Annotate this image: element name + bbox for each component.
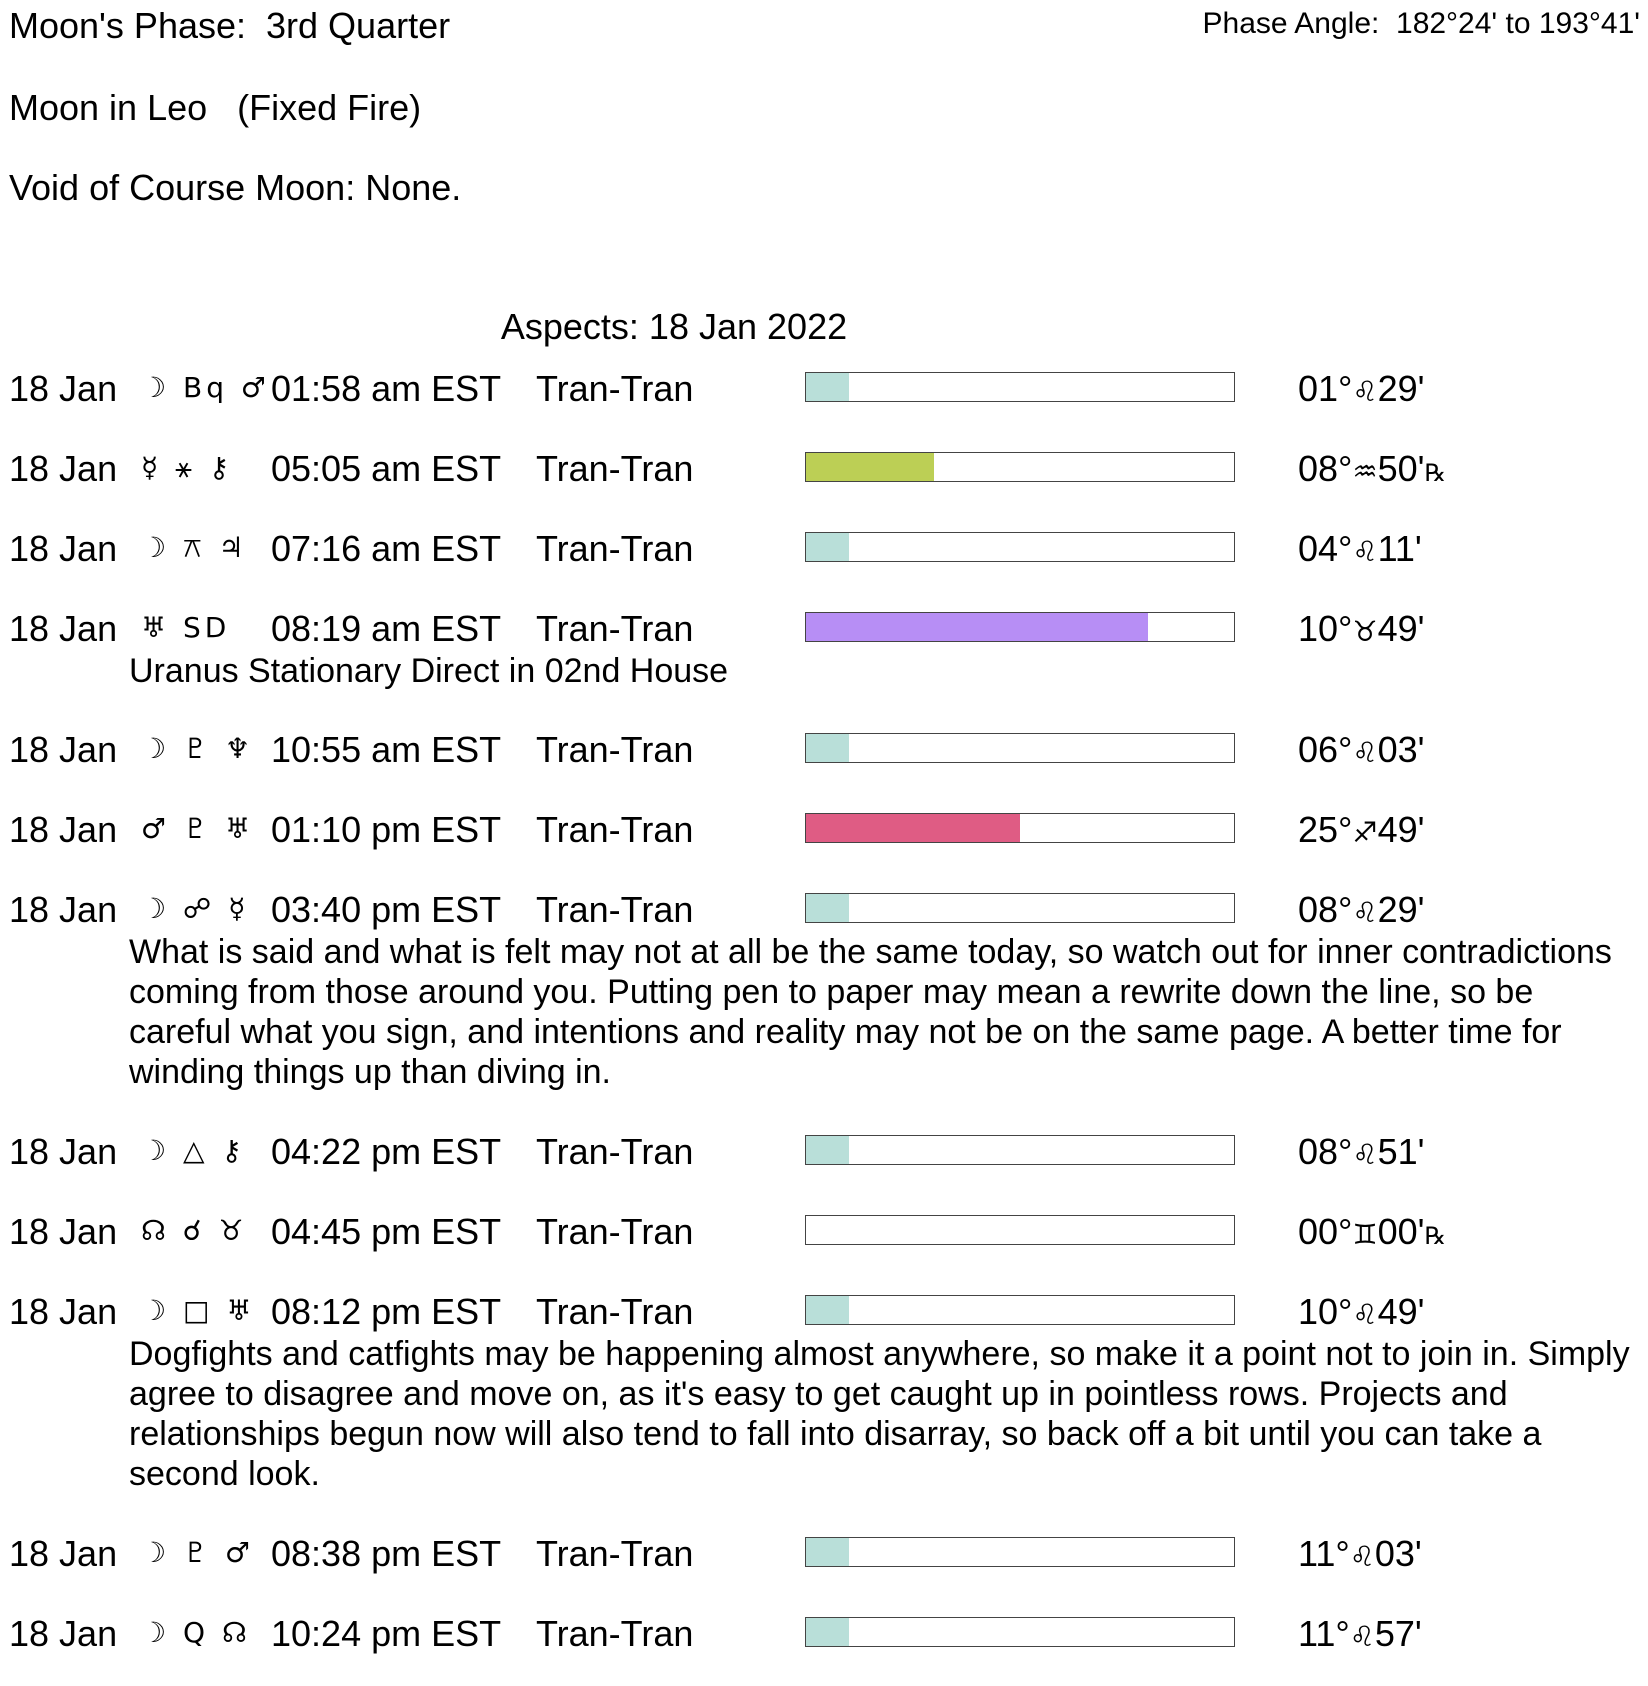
strength-bar-fill	[806, 894, 849, 922]
aspect-row	[0, 528, 1648, 591]
position-degree: 06°	[1298, 729, 1353, 770]
strength-bar-fill	[806, 734, 849, 762]
strength-bar	[805, 813, 1235, 843]
aspect-time: 01:58 am EST	[271, 368, 502, 409]
aspect-type: Tran-Tran	[536, 729, 694, 770]
aspect-row	[0, 448, 1648, 511]
position-degree: 11°	[1298, 1533, 1350, 1574]
strength-bar	[805, 733, 1235, 763]
aspect-glyphs: ♅ SD	[141, 611, 231, 644]
strength-bar	[805, 1537, 1235, 1567]
zodiac-sign-icon: ♌	[1352, 736, 1378, 769]
position-degree: 00°	[1298, 1211, 1353, 1252]
aspect-position	[1298, 528, 1422, 569]
aspect-row	[0, 1533, 1648, 1596]
position-minute: 51'	[1377, 1131, 1425, 1172]
aspect-glyphs: ♂ ♇ ♅	[141, 812, 255, 845]
aspect-row	[0, 1211, 1648, 1274]
zodiac-sign-icon: ♌	[1352, 1298, 1378, 1331]
void-of-course: Void of Course Moon: None.	[9, 167, 462, 208]
retrograde-icon: ℞	[1424, 459, 1446, 487]
aspect-date: 18 Jan	[9, 1291, 118, 1332]
aspect-position	[1298, 1613, 1422, 1654]
aspect-type: Tran-Tran	[536, 1533, 694, 1574]
aspect-time: 08:19 am EST	[271, 608, 502, 649]
position-degree: 25°	[1298, 809, 1353, 850]
aspect-time: 05:05 am EST	[271, 448, 502, 489]
strength-bar	[805, 1295, 1235, 1325]
position-minute: 49'	[1377, 1291, 1425, 1332]
aspect-time: 10:55 am EST	[271, 729, 502, 770]
aspect-type: Tran-Tran	[536, 448, 694, 489]
position-degree: 01°	[1298, 368, 1353, 409]
aspect-type: Tran-Tran	[536, 368, 694, 409]
aspect-type: Tran-Tran	[536, 1131, 694, 1172]
strength-bar-fill	[806, 1538, 849, 1566]
aspect-row	[0, 809, 1648, 872]
strength-bar-fill	[806, 814, 1020, 842]
strength-bar-fill	[806, 1618, 849, 1646]
position-minute: 11'	[1377, 528, 1422, 569]
aspect-date: 18 Jan	[9, 1613, 118, 1654]
aspect-row	[0, 368, 1648, 431]
aspect-position	[1298, 448, 1446, 489]
aspect-type: Tran-Tran	[536, 1291, 694, 1332]
position-minute: 50'	[1377, 448, 1425, 489]
aspect-note: Dogfights and catfights may be happening almost anywhere, so make it a point not to join in. Simply agree to disagree and move on, as it's easy to get caught up in pointless rows. Projects and relationships begun now will also tend to fall into disarray, so back off a bit until you can take a second look.	[129, 1335, 1630, 1493]
aspect-glyphs: ☽ ♇ ♂	[141, 1536, 255, 1569]
strength-bar	[805, 452, 1235, 482]
aspect-glyphs: ☽ Q ☊	[141, 1616, 251, 1649]
aspect-date: 18 Jan	[9, 729, 118, 770]
aspect-date: 18 Jan	[9, 1211, 118, 1252]
aspect-date: 18 Jan	[9, 448, 118, 489]
strength-bar-fill	[806, 453, 934, 481]
aspect-note: Uranus Stationary Direct in 02nd House	[129, 652, 729, 690]
position-degree: 11°	[1298, 1613, 1350, 1654]
aspects-title: Aspects: 18 Jan 2022	[500, 306, 848, 347]
aspect-date: 18 Jan	[9, 889, 118, 930]
aspect-time: 04:22 pm EST	[271, 1131, 502, 1172]
position-degree: 04°	[1298, 528, 1353, 569]
strength-bar-fill	[806, 1136, 849, 1164]
aspect-glyphs: ☽ △ ⚷	[141, 1134, 246, 1167]
aspect-type: Tran-Tran	[536, 528, 694, 569]
aspect-glyphs: ☽ ☍ ☿	[141, 892, 250, 925]
position-minute: 49'	[1377, 809, 1425, 850]
position-degree: 08°	[1298, 889, 1353, 930]
position-minute: 49'	[1377, 608, 1425, 649]
zodiac-sign-icon: ♌	[1352, 896, 1378, 929]
aspect-row	[0, 729, 1648, 792]
zodiac-sign-icon: ♌	[1352, 1138, 1378, 1171]
aspect-date: 18 Jan	[9, 809, 118, 850]
aspect-date: 18 Jan	[9, 608, 118, 649]
aspect-time: 08:12 pm EST	[271, 1291, 502, 1332]
strength-bar-fill	[806, 1296, 849, 1324]
position-minute: 00'	[1377, 1211, 1425, 1252]
position-degree: 10°	[1298, 608, 1353, 649]
strength-bar	[805, 1617, 1235, 1647]
aspect-glyphs: ☽ Bq ♂	[141, 371, 270, 404]
zodiac-sign-icon: ♊	[1352, 1218, 1378, 1251]
position-minute: 29'	[1377, 368, 1425, 409]
aspect-position	[1298, 368, 1425, 409]
aspect-row	[0, 1613, 1648, 1676]
aspect-date: 18 Jan	[9, 1533, 118, 1574]
zodiac-sign-icon: ♉	[1352, 615, 1378, 648]
aspect-type: Tran-Tran	[536, 889, 694, 930]
position-degree: 08°	[1298, 448, 1353, 489]
aspect-type: Tran-Tran	[536, 1613, 694, 1654]
aspect-type: Tran-Tran	[536, 809, 694, 850]
aspect-time: 03:40 pm EST	[271, 889, 502, 930]
strength-bar-fill	[806, 373, 849, 401]
aspect-position	[1298, 1211, 1446, 1252]
aspect-type: Tran-Tran	[536, 608, 694, 649]
aspect-date: 18 Jan	[9, 1131, 118, 1172]
aspect-row	[0, 1131, 1648, 1194]
aspect-type: Tran-Tran	[536, 1211, 694, 1252]
moon-phase: Moon's Phase: 3rd Quarter	[9, 5, 451, 46]
position-minute: 29'	[1377, 889, 1425, 930]
aspect-position	[1298, 1291, 1425, 1332]
aspect-time: 04:45 pm EST	[271, 1211, 502, 1252]
aspect-position	[1298, 729, 1425, 770]
zodiac-sign-icon: ♌	[1352, 375, 1378, 408]
zodiac-sign-icon: ♐	[1352, 816, 1378, 849]
moon-sign: Moon in Leo (Fixed Fire)	[9, 87, 422, 128]
aspect-position	[1298, 809, 1425, 850]
strength-bar-fill	[806, 533, 849, 561]
aspect-time: 01:10 pm EST	[271, 809, 502, 850]
zodiac-sign-icon: ♌	[1352, 535, 1378, 568]
aspect-glyphs: ☽ ⚻ ♃	[141, 531, 248, 564]
aspect-date: 18 Jan	[9, 368, 118, 409]
aspect-glyphs: ☽ □ ♅	[141, 1294, 256, 1327]
strength-bar	[805, 372, 1235, 402]
strength-bar	[805, 1215, 1235, 1245]
strength-bar	[805, 532, 1235, 562]
aspect-position	[1298, 1131, 1425, 1172]
position-minute: 03'	[1377, 729, 1425, 770]
aspect-position	[1298, 608, 1425, 649]
aspect-time: 07:16 am EST	[271, 528, 502, 569]
zodiac-sign-icon: ♌	[1349, 1620, 1375, 1653]
aspect-time: 08:38 pm EST	[271, 1533, 502, 1574]
aspect-glyphs: ☿ ⚹ ⚷	[141, 451, 234, 484]
aspect-note: What is said and what is felt may not at all be the same today, so watch out for inner contradictions coming from those around you. Putting pen to paper may mean a rewrite down the line, so be careful what you sign, and intentions and reality may not be on the same page. A better time for winding things up than diving in.	[129, 933, 1612, 1091]
retrograde-icon: ℞	[1424, 1222, 1446, 1250]
aspect-position	[1298, 889, 1425, 930]
aspect-time: 10:24 pm EST	[271, 1613, 502, 1654]
position-minute: 03'	[1374, 1533, 1422, 1574]
phase-angle: Phase Angle: 182°24' to 193°41'	[1202, 7, 1640, 40]
aspect-glyphs: ☊ ☌ ♉	[141, 1214, 248, 1247]
position-degree: 10°	[1298, 1291, 1353, 1332]
strength-bar-fill	[806, 613, 1148, 641]
aspect-glyphs: ☽ ♇ ♆	[141, 732, 255, 765]
strength-bar	[805, 1135, 1235, 1165]
strength-bar	[805, 893, 1235, 923]
position-degree: 08°	[1298, 1131, 1353, 1172]
aspect-date: 18 Jan	[9, 528, 118, 569]
zodiac-sign-icon: ♒	[1352, 455, 1378, 488]
aspect-position	[1298, 1533, 1422, 1574]
zodiac-sign-icon: ♌	[1349, 1540, 1375, 1573]
position-minute: 57'	[1374, 1613, 1422, 1654]
strength-bar	[805, 612, 1235, 642]
